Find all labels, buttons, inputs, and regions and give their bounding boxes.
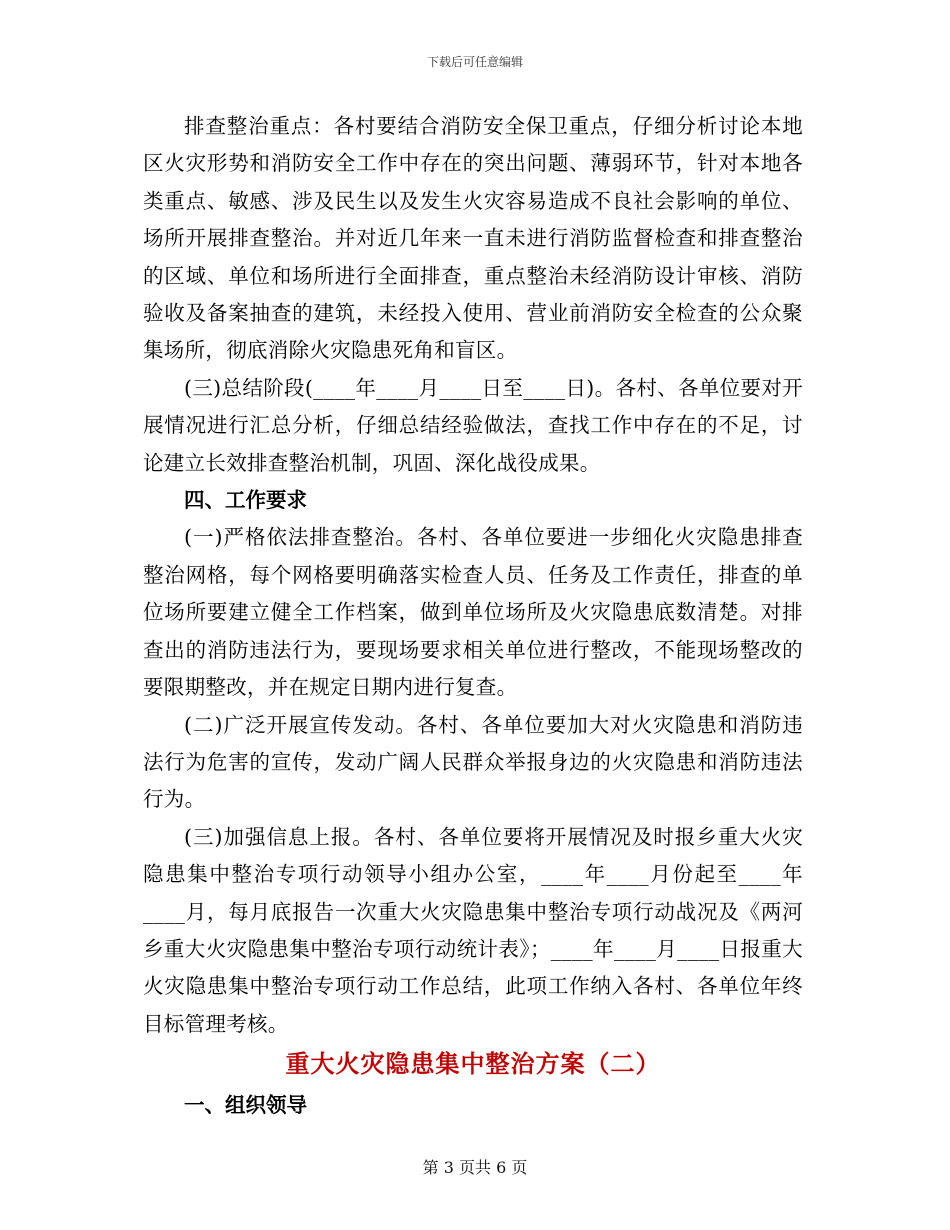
- section-heading-organization: 一、组织领导: [184, 1093, 307, 1118]
- page-number: 第 3 页共 6 页: [422, 1158, 528, 1177]
- header-note: 下载后可任意编辑: [426, 55, 523, 69]
- section-heading-work-requirements: 四、工作要求: [184, 488, 307, 513]
- paragraph-inspection-focus: 排查整治重点：各村要结合消防安全保卫重点，仔细分析讨论本地区火灾形势和消防安全工作中存在的突出问题、薄弱环节，针对本地各类重点、敏感、涉及民生以及发生火灾容易造成不良社会影响的单位、场所开展排查整治。并对近几年来一直未进行消防监督检查和排查整治的区域、单位和场所进行全面排查，重点整治未经消防设计审核、消防验收及备案抽查的建筑，未经投入使用、营业前消防安全检查的公众聚集场所，彻底消除火灾隐患死角和盲区。: [143, 114, 803, 363]
- document-body: [143, 108, 803, 1125]
- paragraph-summary-stage: (三)总结阶段(____年____月____日至____日)。各村、各单位要对开展情况进行汇总分析，仔细总结经验做法，查找工作中存在的不足，讨论建立长效排查整治机制，巩固、深化战役成果。: [143, 375, 803, 475]
- next-document-title: 重大火灾隐患集中整治方案（二）: [285, 1049, 661, 1079]
- requirement-item-2: (二)广泛开展宣传发动。各村、各单位要加大对火灾隐患和消防违法行为危害的宣传，发动广阔人民群众举报身边的火灾隐患和消防违法行为。: [143, 712, 803, 812]
- requirement-item-3: (三)加强信息上报。各村、各单位要将开展情况及时报乡重大火灾隐患集中整治专项行动领导小组办公室，____年____月份起至____年____月，每月底报告一次重大火灾隐患集中整治专项行动战况及《两河乡重大火灾隐患集中整治专项行动统计表》；____年____月____日报重大火灾隐患集中整治专项行动工作总结，此项工作纳入各村、各单位年终目标管理考核。: [143, 824, 803, 1036]
- requirement-item-1: (一)严格依法排查整治。各村、各单位要进一步细化火灾隐患排查整治网格，每个网格要明确落实检查人员、任务及工作责任，排查的单位场所要建立健全工作档案，做到单位场所及火灾隐患底数清楚。对排查出的消防违法行为，要现场要求相关单位进行整改，不能现场整改的要限期整改，并在规定日期内进行复查。: [143, 525, 803, 700]
